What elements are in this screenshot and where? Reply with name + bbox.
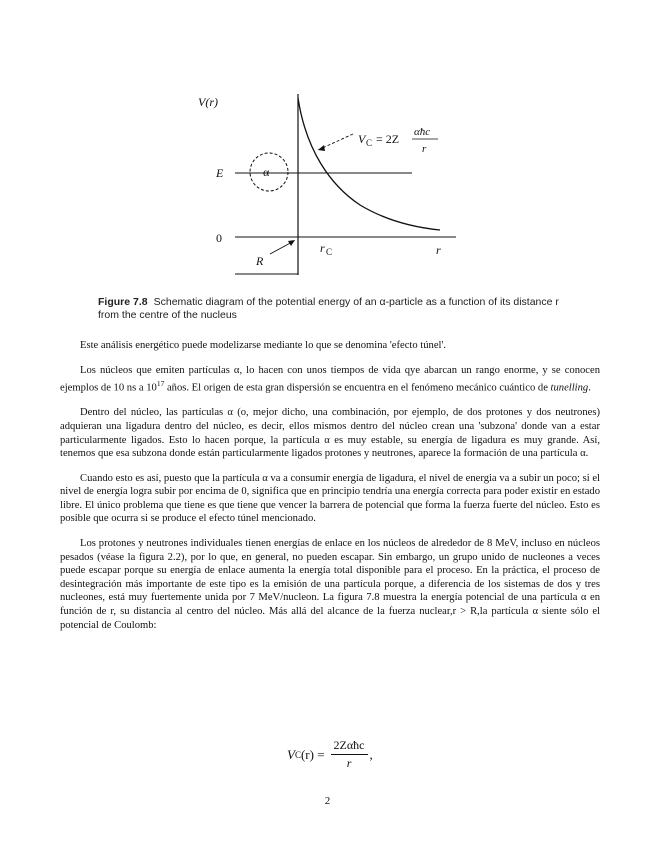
rc-label-sub: C [326, 247, 333, 257]
vc-formula-num: αħc [414, 126, 431, 138]
potential-energy-figure [190, 90, 480, 285]
equation-numerator: 2Zαħc [331, 738, 368, 755]
equation-lhs: V [287, 746, 295, 762]
rc-label: r [320, 241, 325, 255]
v-axis-label: V(r) [198, 95, 218, 109]
equation-tail: , [369, 746, 373, 762]
r-axis-label: r [436, 243, 441, 257]
equation-lhs-sub: C [294, 749, 301, 760]
alpha-label: -α- [259, 165, 274, 179]
figure-caption [98, 296, 568, 322]
zero-label: 0 [216, 231, 222, 245]
vc-formula-den: r [422, 143, 427, 155]
energy-label: E [216, 166, 224, 180]
equation-lhs-arg: (r) = [300, 746, 325, 762]
vc-formula-lhs: V [358, 132, 366, 146]
equation-fraction [331, 738, 368, 771]
paragraph-2-b: años. El origen de esta gran dispersión se encuentra en el fenómeno mecánico cuántico de [164, 382, 551, 394]
paragraph-3: Dentro del núcleo, las partículas α (o, mejor dicho, una combinación, por ejemplo, de dos protones y dos neutrones) adquieran una ligadura dentro del núcleo, es decir, ellos mismos dentro del núcleo crean una 'subzona' donde van a estar particularmente ligados. Esto lo hacen porque, la partícula α es muy estable, su energía de ligadura es muy grande. Así, tenemos que esa subzona donde están particularmente ligados protones y neutrones, aparece la formación de una partícula α. [60, 407, 600, 460]
figure-svg [190, 90, 480, 285]
paragraph-2-c: . [588, 382, 591, 394]
vc-arrowhead [318, 145, 325, 151]
figure-number: Figure 7.8 [98, 296, 148, 308]
paragraph-4: Cuando esto es así, puesto que la partícula α va a consumir energía de ligadura, el nivel de energia va a subir un poco; si el nivel de energía logra subir por encima de 0, significa que en principio tendría una energía correcta para poder existir en estado libre. El único problema que tiene es que tiene que vencer la barrera de potencial que forma la fuerza fuerte del núcleo. Esto es posible que ocurra si se produce el efecto túnel mencionado. [60, 472, 600, 525]
equation-denominator: r [346, 756, 352, 770]
paragraph-1: Este análisis energético puede modelizarse mediante lo que se denomina 'efecto túnel'. [80, 340, 447, 351]
equation-row [287, 738, 373, 771]
paragraph-2-term: tunelling [550, 382, 589, 394]
page-number: 2 [324, 795, 331, 807]
coulomb-equation [0, 730, 655, 770]
radius-label: R [256, 254, 264, 268]
coulomb-potential-curve [298, 98, 440, 230]
caption-text: Schematic diagram of the potential energy of an α-particle as a function of its distance r from the centre of the nucleus [98, 296, 559, 321]
paragraph-2 [60, 364, 600, 396]
body-text [60, 339, 600, 643]
vc-formula-eq: = 2Z [376, 132, 400, 146]
paragraph-2-a: Los núcleos que emiten partículas α, lo hacen con unos tiempos de vida qye abarcan un rango enorme, y se conocen ejemplos de 10 ns a 10 [60, 364, 600, 394]
vc-formula-lhs-sub: C [366, 138, 373, 148]
paragraph-2-exponent: 17 [156, 379, 165, 389]
paragraph-5: Los protones y neutrones individuales tienen energías de enlace en los núcleos de alrededor de 8 MeV, incluso en núcleos pesados (véase la figura 2.2), por lo que, en general, no pueden escapar. Sin embargo, un grupo unido de nucleones a veces puede escapar porque su energía de enlace aumenta la energía total disponible para el proceso. En la práctica, el proceso de desintegración más importante de este tipo es la emisión de una partícula porque, a diferencia de los sistemas de dos y tres nucleones, está muy fuertemente unida por 7 MeV/nucleon. La figura 7.8 muestra la energía potencial de una partícula α en función de r, su distancia al centro del núcleo. Más allá del alcance de la fuerza nuclear,r > R,la partícula α siente sólo el potencial de Coulomb: [60, 538, 600, 631]
radius-arrowhead [288, 240, 295, 246]
